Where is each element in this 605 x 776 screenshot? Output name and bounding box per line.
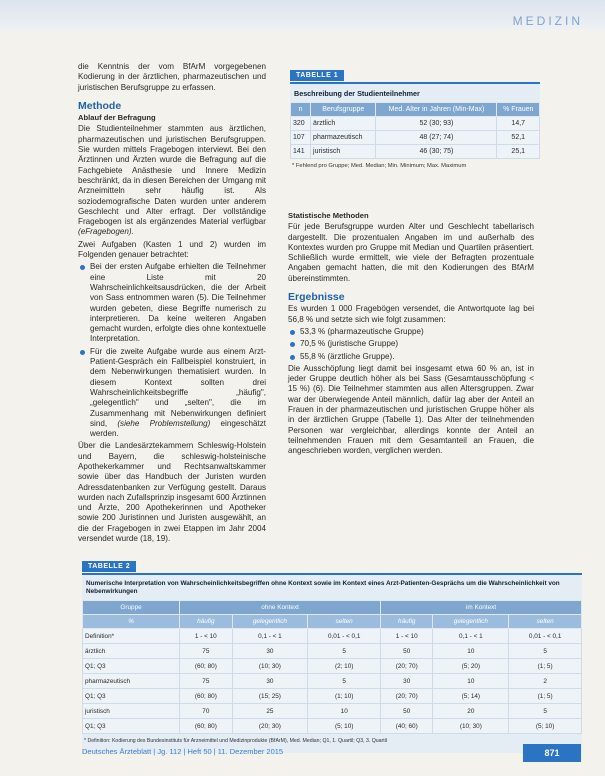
table-cell: 10	[433, 674, 509, 689]
table-1-tag: TABELLE 1	[290, 70, 344, 81]
table-header: % Frauen	[497, 103, 540, 117]
table-row	[83, 689, 582, 704]
table-cell: 10	[433, 644, 509, 659]
table-cell: (1; 5)	[509, 689, 582, 704]
results-heading: Ergebnisse	[288, 291, 345, 304]
table-cell: (40; 60)	[381, 719, 433, 734]
page-number: 871	[523, 744, 581, 762]
stats-paragraph: Für jede Berufsgruppe wurden Alter und Geschlecht tabellarisch dargestellt. Die prozentualen Angaben im und außerhalb des Kontextes wurden pro Gruppe mit Median und Quartilen präsentiert. Schließlich wurde ermittelt, wie viele der Befragten prozentuale Angaben gemacht hatten, die mit den Kodierungen des BfArM übereinstimmten.	[288, 222, 534, 283]
table-cell: 5	[509, 644, 582, 659]
table-1-footnote: * Fehlend pro Gruppe; Med. Median; Min. Minimum; Max. Maximum	[290, 159, 540, 174]
table-cell: 30	[232, 644, 308, 659]
table-2-rows	[83, 629, 582, 734]
table-header: Med. Alter in Jahren (Min-Max)	[376, 103, 497, 117]
section-label: MEDIZIN	[512, 14, 583, 28]
table-header: ohne Kontext	[180, 601, 381, 615]
table-header: häufig	[381, 615, 433, 629]
table-cell: (5; 10)	[308, 719, 381, 734]
table-1	[290, 64, 540, 174]
bullet2-end: eingeschätzt werden.	[90, 418, 266, 439]
closing-paragraph: Die Ausschöpfung liegt damit bei insgesamt etwa 60 % an, ist in jeder Gruppe deutlich höher als bei Sass (Gesamtausschöpfung < 15 %) (6). Die Teilnehmer stammten aus allen Altersgruppen. Zwar war der überwiegende Anteil männlich, dafür lag aber der Anteil an Frauen in der pharmazeutischen und juristischen Gruppe höher als in der ärztlichen Gruppe (Tabelle 1). Das Alter der teilnehmenden Personen war vergleichbar, allerdings konnte der Anteil an teilnehmenden Frauen mit dem Gesamtanteil an Frauen, die angeschrieben worden, verglichen werden.	[288, 363, 534, 456]
problem-link[interactable]: (siehe Problemstellung)	[117, 418, 211, 428]
table-cell: (5; 10)	[509, 719, 582, 734]
table-cell: 1 - < 10	[381, 629, 433, 644]
table-cell: juristisch	[311, 145, 376, 159]
table-cell: (2; 10)	[308, 659, 381, 674]
table-cell: (60; 80)	[180, 719, 232, 734]
list-item	[78, 347, 266, 440]
table-cell: (20; 70)	[381, 689, 433, 704]
table-cell: 30	[232, 674, 308, 689]
left-column	[78, 62, 266, 546]
right-column	[288, 210, 534, 459]
table-cell: (10; 30)	[433, 719, 509, 734]
sample-paragraph: Über die Landesärztekammern Schleswig-Holstein und Bayern, die schleswig-holsteinische Apothekerkammer und Rechtsanwaltskammer sowie über das Handbuch der Juristen wurden Adressdatenbanken zur Verfügung gestellt. Daraus wurden nach Zufallsprinzip insgesamt 600 Ärztinnen und Ärzte, 200 Apothekerinnen und Apotheker sowie 200 Juristinnen und Juristen ausgewählt, an die der Fragebogen in zwei Etappen im Jahr 2004 versendet wurde (18, 19).	[78, 441, 266, 544]
table-row	[83, 704, 582, 719]
table-cell: 10	[308, 704, 381, 719]
table-row	[83, 629, 582, 644]
table-cell: 50	[381, 644, 433, 659]
table-header: häufig	[180, 615, 232, 629]
table-cell: 30	[381, 674, 433, 689]
results-paragraph: Es wurden 1 000 Fragebögen versendet, die Antwortquote lag bei 56,8 % und setzte sich wie folgt zusammen:	[288, 304, 534, 324]
table-row	[83, 659, 582, 674]
table-cell: juristisch	[83, 704, 180, 719]
table-1-grid	[290, 102, 540, 159]
table-cell: Q1; Q3	[83, 659, 180, 674]
table-cell: ärztlich	[311, 117, 376, 131]
table-2-footnote: * Definition: Kodierung des Bundesinstituts für Arzneimittel und Medizinprodukte (BfArM), Med. Median; Q1, 1. Quartil; Q3, 3. Quartil	[84, 738, 388, 744]
bullet2-text: Für die zweite Aufgabe wurde aus einem Arzt-Patient-Gespräch ein Fallbeispiel konstruiert, in dem Nebenwirkungen thematisiert wurden. In diesem Kontext sollten drei Wahrscheinlichkeitsbegriffe „häufig", „gelegentlich" und „selten", die im Zusammenhang mit Nebenwirkungen definiert sind,	[90, 346, 266, 428]
task-list	[78, 262, 266, 439]
table-cell: Q1; Q3	[83, 689, 180, 704]
table-cell: (20; 30)	[232, 719, 308, 734]
table-header: %	[83, 615, 180, 629]
table-header: Berufsgruppe	[311, 103, 376, 117]
table-cell: 52 (30; 93)	[376, 117, 497, 131]
table-cell: (1; 5)	[509, 659, 582, 674]
list-item: 55,8 % (ärztliche Gruppe).	[288, 352, 534, 362]
table-cell: (20; 70)	[381, 659, 433, 674]
table-cell: 5	[308, 674, 381, 689]
table-cell: 141	[291, 145, 311, 159]
table-2-caption: Numerische Interpretation von Wahrscheinlichkeitsbegriffen ohne Kontext sowie im Kontext eines Arzt-Patienten-Gesprächs um die Wahrscheinlichkeit von Nebenwirkungen	[86, 580, 560, 595]
table-header: selten	[308, 615, 381, 629]
list-item: 53,3 % (pharmazeutische Gruppe)	[288, 327, 534, 337]
table-cell: Definition*	[83, 629, 180, 644]
table-cell: 50	[381, 704, 433, 719]
table-cell: 75	[180, 674, 232, 689]
table-cell: 25	[232, 704, 308, 719]
table-cell: (15; 25)	[232, 689, 308, 704]
tasks-paragraph: Zwei Aufgaben (Kasten 1 und 2) wurden im Folgenden genauer betrachtet:	[78, 239, 266, 260]
table-cell: 0,01 - < 0,1	[509, 629, 582, 644]
table-2-body	[82, 573, 582, 753]
table-cell: 25,1	[497, 145, 540, 159]
table-header: Gruppe	[83, 601, 180, 615]
table-cell: (10; 30)	[232, 659, 308, 674]
procedure-paragraph	[78, 124, 266, 237]
table-1-body	[290, 82, 540, 159]
table-2-grid	[82, 600, 582, 734]
list-item: Bei der ersten Aufgabe erhielten die Teilnehmer eine Liste mit 20 Wahrscheinlichkeitsausdrücken, die der Arbeit von Sass entnommen waren (5). Die Teilnehmer wurden gebeten, diese Begriffe numerisch zu interpretieren. Da keine weiteren Angaben gemacht wurden, erfolgte dies ohne kontextuelle Interpretation.	[78, 262, 266, 344]
table-cell: 5	[308, 644, 381, 659]
table-cell: (5; 14)	[433, 689, 509, 704]
table-cell: (1; 10)	[308, 689, 381, 704]
table-cell: pharmazeutisch	[311, 131, 376, 145]
table-cell: 2	[509, 674, 582, 689]
table-2	[82, 555, 582, 753]
table-cell: pharmazeutisch	[83, 674, 180, 689]
table-cell: 5	[509, 704, 582, 719]
table-cell: 46 (30; 75)	[376, 145, 497, 159]
table-row	[83, 719, 582, 734]
table-2-tag: TABELLE 2	[82, 561, 136, 572]
table-header: selten	[509, 615, 582, 629]
table-cell: 320	[291, 117, 311, 131]
journal-footer: Deutsches Ärzteblatt | Jg. 112 | Heft 50 | 11. Dezember 2015	[82, 747, 284, 756]
table-cell: (5; 20)	[433, 659, 509, 674]
table-cell: 0,01 - < 0,1	[308, 629, 381, 644]
table-row	[83, 644, 582, 659]
table-cell: 75	[180, 644, 232, 659]
methods-heading: Methode	[78, 99, 122, 112]
table-cell: 107	[291, 131, 311, 145]
table-cell: 52,1	[497, 131, 540, 145]
table-cell: 70	[180, 704, 232, 719]
table-header: n	[291, 103, 311, 117]
table-header: gelegentlich	[433, 615, 509, 629]
table-row	[291, 131, 540, 145]
supplement-link[interactable]: (eFragebogen).	[78, 227, 134, 237]
intro-paragraph: die Kenntnis der vom BfArM vorgegebenen Kodierung in der ärztlichen, pharmazeutischen und juristischen Berufsgruppe zu erfassen.	[78, 62, 266, 92]
procedure-text: Die Studienteilnehmer stammten aus ärztlichen, pharmazeutischen und juristischen Berufsgruppen. Sie wurden mittels Fragebogen interviewt. Bei den Ärztinnen und Ärzten wurde die Befragung auf die Fachgebiete Anästhesie und Innere Medizin beschränkt, da in diesen Bereichen der Umgang mit Arzneimitteln sehr häufig ist. Als soziodemografische Daten wurden unter anderem Geschlecht und Alter erfragt. Der vollständige Fragebogen ist als ergänzendes Material verfügbar	[78, 124, 266, 227]
table-row	[291, 145, 540, 159]
table-header: gelegentlich	[232, 615, 308, 629]
table-cell: 20	[433, 704, 509, 719]
table-row	[83, 674, 582, 689]
table-cell: ärztlich	[83, 644, 180, 659]
table-cell: 0,1 - < 1	[232, 629, 308, 644]
table-cell: 14,7	[497, 117, 540, 131]
procedure-subheading: Ablauf der Befragung	[78, 113, 156, 123]
stats-subheading: Statistische Methoden	[288, 211, 369, 220]
table-1-caption: Beschreibung der Studienteilnehmer	[294, 89, 420, 98]
table-row	[291, 117, 540, 131]
table-cell: (60; 80)	[180, 659, 232, 674]
table-cell: Q1; Q3	[83, 719, 180, 734]
table-header: im Kontext	[381, 601, 582, 615]
table-cell: 1 - < 10	[180, 629, 232, 644]
table-cell: (60; 80)	[180, 689, 232, 704]
list-item: 70,5 % (juristische Gruppe)	[288, 339, 534, 349]
results-list	[288, 327, 534, 362]
table-cell: 48 (27; 74)	[376, 131, 497, 145]
table-cell: 0,1 - < 1	[433, 629, 509, 644]
